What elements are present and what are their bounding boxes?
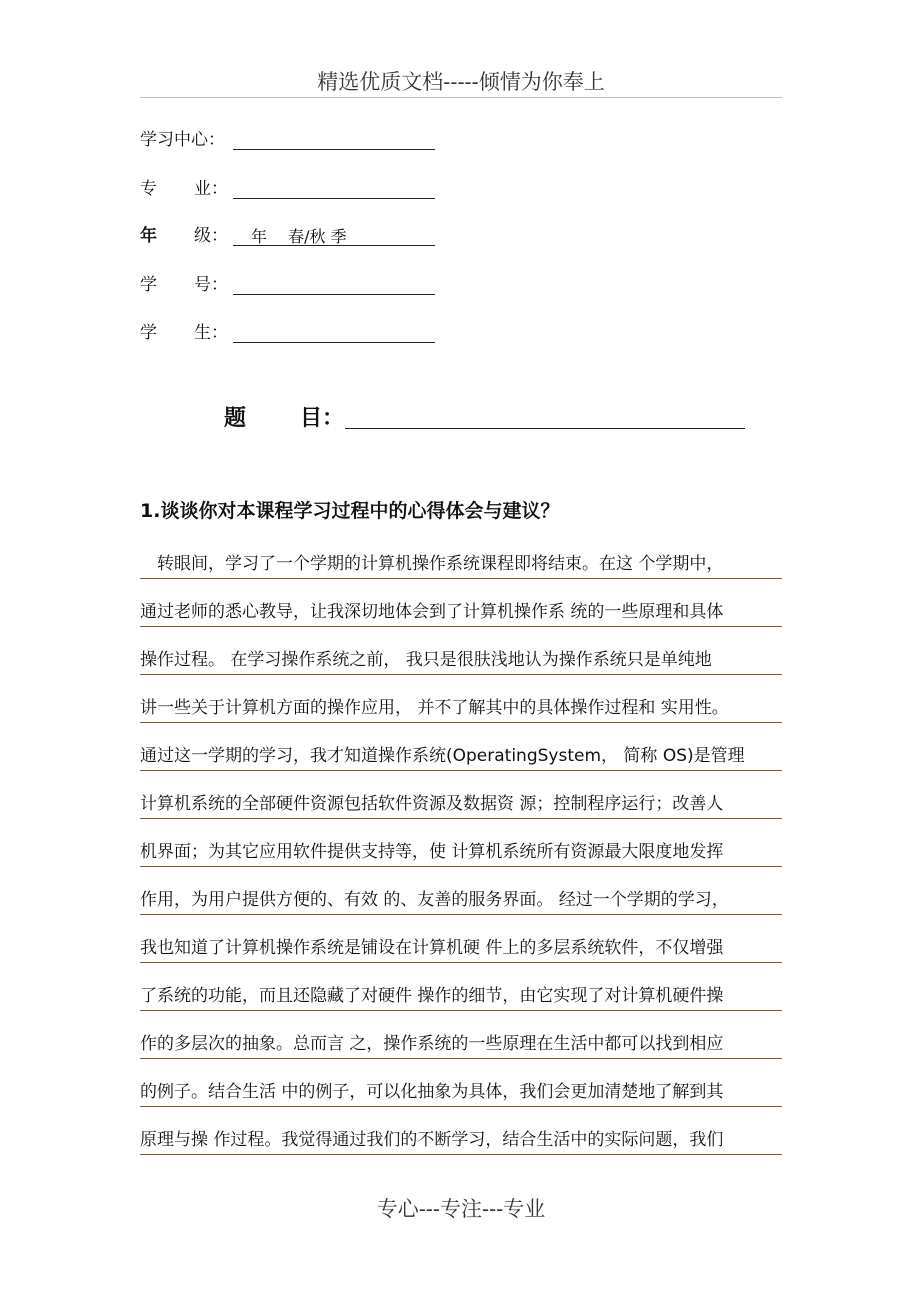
body-line: 作的多层次的抽象。总而言 之，操作系统的一些原理在生活中都可以找到相应 xyxy=(140,1033,782,1059)
study-center-input[interactable] xyxy=(233,127,435,150)
grade-field xyxy=(140,220,347,246)
body-line: 通过老师的悉心教导，让我深切地体会到了计算机操作系 统的一些原理和具体 xyxy=(140,601,782,627)
student-label-2: 生： xyxy=(194,323,228,343)
study-center-label: 学习中心： xyxy=(140,130,225,150)
body-line: 了系统的功能，而且还隐藏了对硬件 操作的细节，由它实现了对计算机硬件操 xyxy=(140,985,782,1011)
question-heading: 1.谈谈你对本课程学习过程中的心得体会与建议？ xyxy=(140,500,560,522)
body-line: 讲一些关于计算机方面的操作应用， 并不了解其中的具体操作过程和 实用性。 xyxy=(140,697,782,723)
study-center-field xyxy=(140,124,225,150)
grade-input[interactable]: 年 春/秋 季 xyxy=(233,224,435,246)
header-divider xyxy=(140,97,782,98)
body-line: 操作过程。 在学习操作系统之前， 我只是很肤浅地认为操作系统只是单纯地 xyxy=(140,649,782,675)
body-line: 我也知道了计算机操作系统是铺设在计算机硬 件上的多层系统软件，不仅增强 xyxy=(140,937,782,963)
page-header: 精选优质文档-----倾情为你奉上 xyxy=(317,70,605,94)
student-no-label-1: 学 xyxy=(140,275,157,295)
title-label-1: 题 xyxy=(224,406,247,431)
grade-label-1: 年 xyxy=(140,226,157,246)
student-no-field xyxy=(140,269,228,295)
student-label-1: 学 xyxy=(140,323,157,343)
body-line: 机界面；为其它应用软件提供支持等，使 计算机系统所有资源最大限度地发挥 xyxy=(140,841,782,867)
student-no-input[interactable] xyxy=(233,272,435,295)
student-field xyxy=(140,317,228,343)
body-line: 通过这一学期的学习，我才知道操作系统(OperatingSystem， 简称 OS)是管理 xyxy=(140,745,782,771)
student-no-label-2: 号： xyxy=(194,275,228,295)
student-input[interactable] xyxy=(233,320,435,343)
page-footer: 专心---专注---专业 xyxy=(376,1197,546,1221)
title-input[interactable] xyxy=(345,428,745,429)
body-line: 的例子。结合生活 中的例子，可以化抽象为具体，我们会更加清楚地了解到其 xyxy=(140,1081,782,1107)
body-line: 转眼间，学习了一个学期的计算机操作系统课程即将结束。在这 个学期中， xyxy=(140,553,782,579)
body-line: 原理与操 作过程。我觉得通过我们的不断学习，结合生活中的实际问题，我们 xyxy=(140,1129,782,1155)
major-label-2: 业： xyxy=(194,179,228,199)
title-field xyxy=(224,398,344,432)
major-label-1: 专 xyxy=(140,179,157,199)
major-input[interactable] xyxy=(233,176,435,199)
grade-label-2: 级： xyxy=(194,226,228,246)
major-field xyxy=(140,173,228,199)
body-line: 计算机系统的全部硬件资源包括软件资源及数据资 源；控制程序运行；改善人 xyxy=(140,793,782,819)
title-label-2: 目： xyxy=(300,406,345,431)
body-line: 作用，为用户提供方便的、有效 的、友善的服务界面。 经过一个学期的学习， xyxy=(140,889,782,915)
